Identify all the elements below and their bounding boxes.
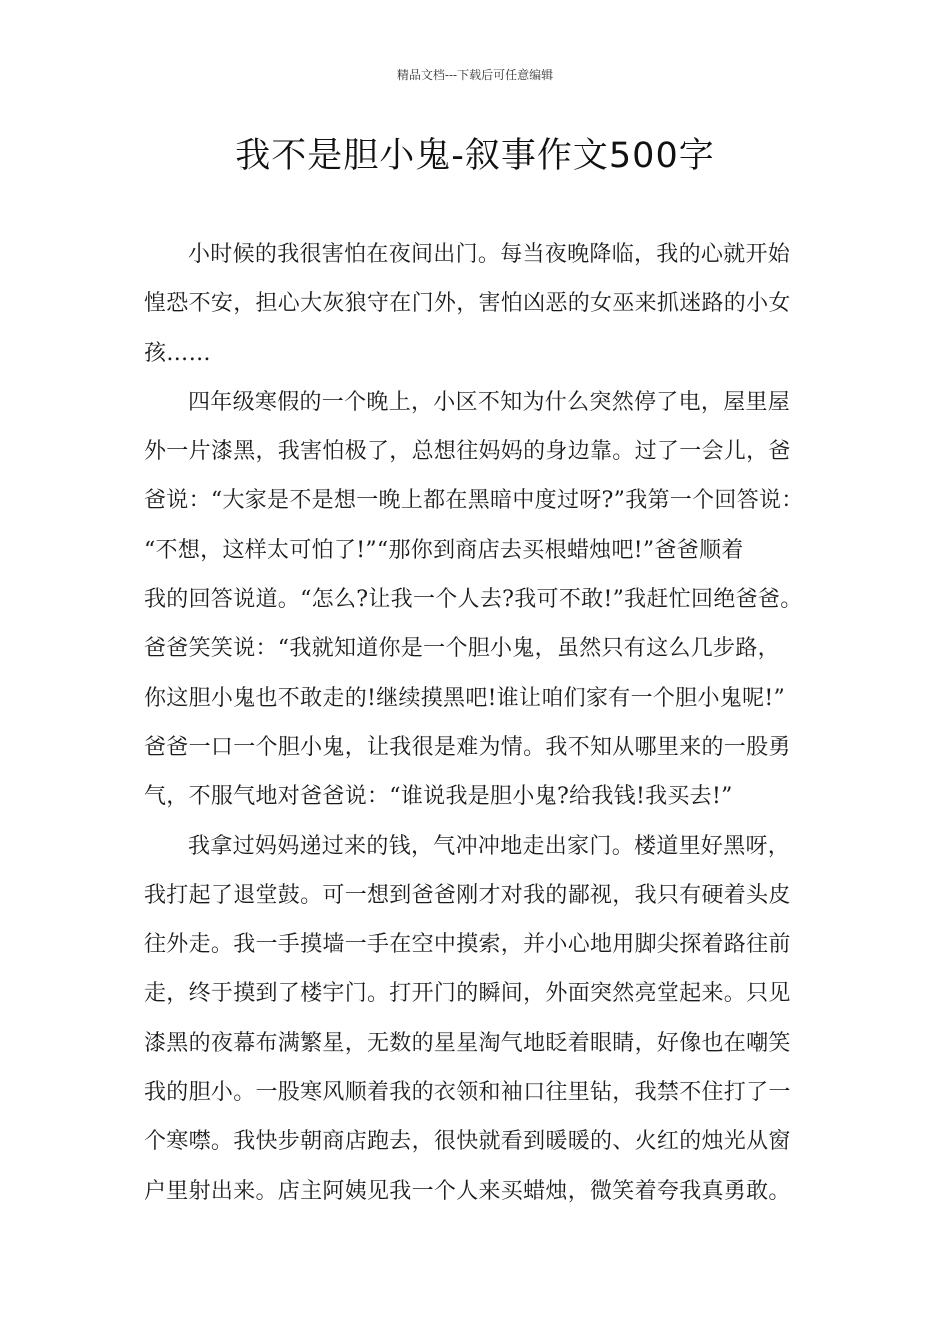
paragraph-3	[144, 822, 820, 1216]
text-line: 惶恐不安，担心大灰狼守在门外，害怕凶恶的女巫来抓迷路的小女	[144, 291, 791, 317]
document-body	[144, 230, 820, 1216]
text-line: 爸说：“大家是不是想一晚上都在黑暗中度过呀?”我第一个回答说：	[144, 488, 804, 514]
page-header: 精品文档---下载后可任意编辑	[396, 68, 554, 82]
text-line: 个寒噤。我快步朝商店跑去，很快就看到暖暖的、火红的烛光从窗	[144, 1129, 791, 1155]
text-line: 走，终于摸到了楼宇门。打开门的瞬间，外面突然亮堂起来。只见	[144, 981, 791, 1007]
paragraph-1	[144, 230, 820, 378]
text-line: 四年级寒假的一个晚上，小区不知为什么突然停了电，屋里屋	[188, 389, 791, 415]
text-line: 外一片漆黑，我害怕极了，总想往妈妈的身边靠。过了一会儿，爸	[144, 439, 791, 465]
text-line: 气，不服气地对爸爸说：“谁说我是胆小鬼?给我钱!我买去!”	[144, 784, 733, 810]
paragraph-2	[144, 378, 820, 822]
document-title: 我不是胆小鬼-叙事作文500字	[235, 136, 715, 176]
text-line: 小时候的我很害怕在夜间出门。每当夜晚降临，我的心就开始	[188, 242, 791, 267]
text-line: 我拿过妈妈递过来的钱，气冲冲地走出家门。楼道里好黑呀，	[188, 833, 791, 859]
text-line: 你这胆小鬼也不敢走的!继续摸黑吧!谁让咱们家有一个胆小鬼呢!”	[144, 685, 786, 711]
text-line: 我的胆小。一股寒风顺着我的衣领和袖口往里钻，我禁不住打了一	[144, 1080, 791, 1106]
text-line: 漆黑的夜幕布满繁星，无数的星星淘气地眨着眼睛，好像也在嘲笑	[144, 1030, 791, 1056]
text-line: 爸爸一口一个胆小鬼，让我很是难为情。我不知从哪里来的一股勇	[144, 734, 791, 760]
text-line: “不想，这样太可怕了!”“那你到商店去买根蜡烛吧!”爸爸顺着	[144, 537, 744, 563]
text-line: 往外走。我一手摸墙一手在空中摸索，并小心地用脚尖探着路往前	[144, 932, 791, 958]
text-line: 我打起了退堂鼓。可一想到爸爸刚才对我的鄙视，我只有硬着头皮	[144, 882, 791, 908]
text-line: 户里射出来。店主阿姨见我一个人来买蜡烛，微笑着夸我真勇敢。	[144, 1178, 791, 1204]
text-line: 我的回答说道。“怎么?让我一个人去?我可不敢!”我赶忙回绝爸爸。	[144, 587, 803, 613]
text-line: 孩……	[144, 340, 211, 366]
text-line: 爸爸笑笑说：“我就知道你是一个胆小鬼，虽然只有这么几步路，	[144, 636, 780, 662]
